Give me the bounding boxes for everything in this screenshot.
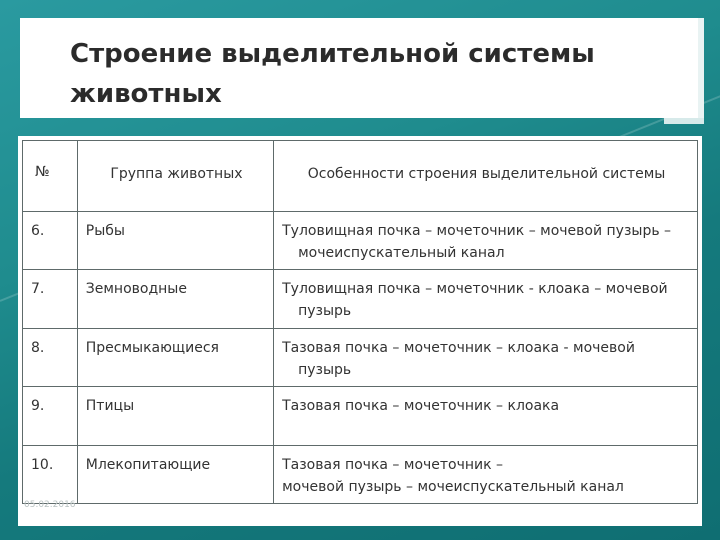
row-group: Земноводные: [77, 270, 273, 328]
row-feature: Туловищная почка – мочеточник – мочевой пузырь – мочеиспускательный канал: [274, 211, 698, 269]
row-number: 7.: [23, 270, 78, 328]
row-number: 10.: [23, 445, 78, 504]
row-number: 8.: [23, 328, 78, 386]
header-number: №: [23, 141, 78, 212]
row-number: 6.: [23, 211, 78, 269]
title-card: [20, 18, 704, 118]
row-feature: Тазовая почка – мочеточник – мочевой пузырь – мочеиспускательный канал: [274, 445, 698, 504]
table-row: [23, 211, 698, 269]
table-row: [23, 328, 698, 386]
table-card: [18, 136, 702, 526]
table-row: [23, 387, 698, 445]
row-feature: Туловищная почка – мочеточник - клоака – мочевой пузырь: [274, 270, 698, 328]
row-feature: Тазовая почка – мочеточник – клоака: [274, 387, 698, 445]
header-animal-group: Группа животных: [77, 141, 273, 212]
header-features: Особенности строения выделительной системы: [274, 141, 698, 212]
excretory-system-table: [22, 140, 698, 504]
row-group: Рыбы: [77, 211, 273, 269]
slide-date: 05.02.2016: [24, 500, 76, 510]
slide-title: Строение выделительной системы животных: [70, 39, 595, 109]
row-group: Птицы: [77, 387, 273, 445]
table-header-row: [23, 141, 698, 212]
row-number: 9.: [23, 387, 78, 445]
row-group: Млекопитающие: [77, 445, 273, 504]
table-row: [23, 270, 698, 328]
row-feature: Тазовая почка – мочеточник – клоака - мочевой пузырь: [274, 328, 698, 386]
row-group: Пресмыкающиеся: [77, 328, 273, 386]
table-row: [23, 445, 698, 504]
